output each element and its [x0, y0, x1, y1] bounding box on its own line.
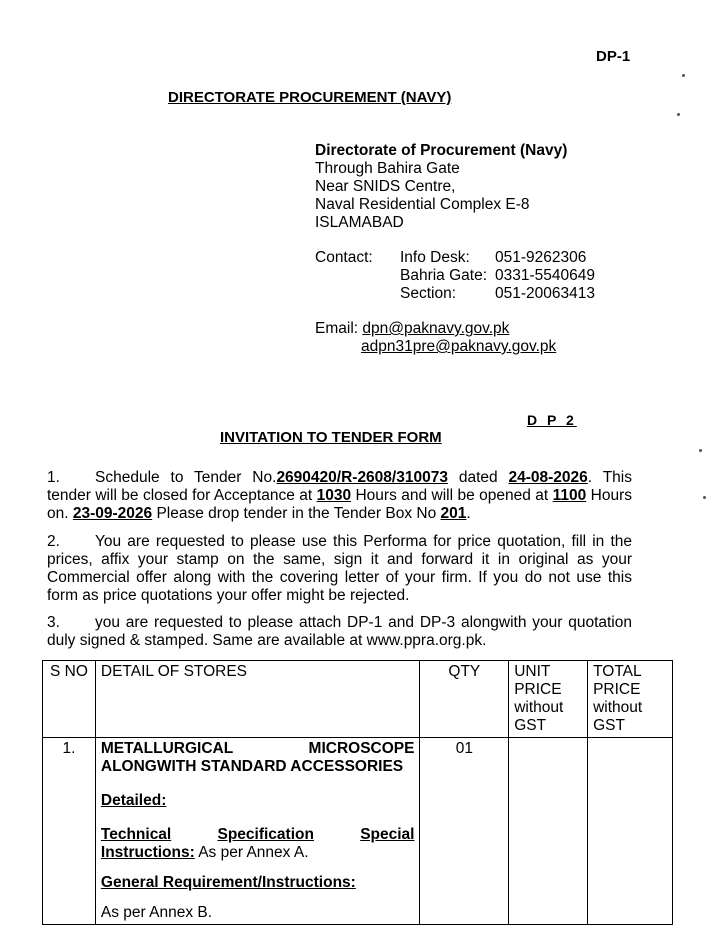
text: .	[466, 505, 471, 522]
cell-qty: 01	[420, 738, 509, 925]
instructions-value: As per Annex A.	[194, 844, 309, 861]
table-row	[43, 738, 673, 925]
address-block	[315, 142, 567, 232]
spec-word: Technical	[100, 826, 172, 843]
spec-line	[101, 826, 415, 844]
paragraph-number: 2.	[47, 533, 60, 550]
opening-time: 1100	[552, 487, 587, 504]
address-line: Naval Residential Complex E-8	[315, 196, 530, 213]
contact-row	[400, 249, 595, 267]
cell-total-price[interactable]	[588, 738, 673, 925]
email-link-primary[interactable]: dpn@paknavy.gov.pk	[362, 320, 510, 337]
tender-date: 24-08-2026	[508, 469, 588, 486]
document-code: DP-1	[596, 48, 631, 65]
instructions-label: Instructions:	[100, 844, 195, 861]
contact-list	[400, 249, 595, 303]
detailed-label: Detailed:	[100, 792, 167, 809]
header-text: TOTAL	[593, 663, 642, 680]
tender-box-number: 201	[440, 505, 467, 522]
item-name: METALLURGICAL	[100, 740, 234, 757]
stores-table	[42, 660, 673, 925]
header-text: GST	[593, 717, 625, 734]
header-text: PRICE	[593, 681, 641, 698]
cell-unit-price[interactable]	[509, 738, 588, 925]
header-qty: QTY	[420, 661, 509, 738]
text: Please drop tender in the Tender Box No	[152, 505, 441, 522]
header-text: without	[514, 699, 564, 716]
contact-row-value: 051-9262306	[495, 249, 587, 266]
cell-sno: 1.	[43, 738, 96, 925]
address-name: Directorate of Procurement (Navy)	[315, 142, 568, 159]
header-text: PRICE	[514, 681, 562, 698]
header-text: UNIT	[514, 663, 551, 680]
header-text: GST	[514, 717, 547, 734]
header-sno: S NO	[43, 661, 96, 738]
form-title: INVITATION TO TENDER FORM	[220, 429, 442, 446]
contact-row-value: 051-20063413	[495, 285, 595, 302]
cell-detail	[95, 738, 420, 925]
organization-heading: DIRECTORATE PROCUREMENT (NAVY)	[168, 89, 452, 106]
paragraph-text: you are requested to please attach DP-1 and DP-3 alongwith your quotation duly signed & stamped. Same are available at www.ppra.org.pk.	[47, 614, 632, 649]
header-total-price	[588, 661, 673, 738]
email-link-secondary[interactable]: adpn31pre@paknavy.gov.pk	[361, 338, 557, 355]
opening-date: 23-09-2026	[72, 505, 153, 522]
paragraph-number: 3.	[47, 614, 60, 631]
text: . This tender will be closed for Acceptance at	[47, 469, 632, 504]
text: Schedule to Tender No.	[95, 469, 277, 486]
tender-number: 2690420/R-2608/310073	[276, 469, 448, 486]
general-requirement-label: General Requirement/Instructions:	[100, 874, 356, 891]
paragraph-2	[47, 533, 632, 605]
scan-speck	[703, 496, 706, 499]
paragraph-1	[47, 469, 632, 523]
table-header-row	[43, 661, 673, 738]
scan-speck	[699, 449, 702, 452]
contact-row-label: Section:	[400, 285, 457, 302]
scan-speck	[677, 113, 680, 116]
address-line: Near SNIDS Centre,	[315, 178, 456, 195]
spec-word: Special	[360, 826, 415, 843]
contact-label: Contact:	[315, 249, 373, 266]
general-requirement-value: As per Annex B.	[100, 904, 213, 921]
email-block	[315, 320, 556, 356]
paragraph-3	[47, 614, 632, 650]
email-label: Email:	[315, 320, 359, 337]
spec-word: Specification	[217, 826, 314, 843]
contact-row-value: 0331-5540649	[495, 267, 595, 284]
paragraph-number: 1.	[47, 469, 60, 486]
header-unit-price	[509, 661, 588, 738]
address-line: Through Bahira Gate	[315, 160, 460, 177]
text: Hours on.	[47, 487, 632, 522]
item-name: MICROSCOPE	[308, 740, 415, 757]
contact-row-label: Bahria Gate:	[400, 267, 488, 284]
contact-row	[400, 285, 595, 303]
dp2-code: D P 2	[527, 412, 577, 428]
header-text: without	[593, 699, 643, 716]
paragraph-text: You are requested to please use this Performa for price quotation, fill in the prices, affix your stamp on the same, sign it and forward it in original as your Commercial offer along with the covering letter of your firm. If you do not use this form as price quotations your offer might be rejected.	[47, 533, 632, 604]
address-line: ISLAMABAD	[315, 214, 404, 231]
header-detail: DETAIL OF STORES	[95, 661, 420, 738]
text: Hours and will be opened at	[351, 487, 553, 504]
text: dated	[447, 469, 509, 486]
scan-speck	[682, 74, 685, 77]
contact-row-label: Info Desk:	[400, 249, 470, 266]
contact-row	[400, 267, 595, 285]
item-name-line2: ALONGWITH STANDARD ACCESSORIES	[100, 758, 404, 775]
closing-time: 1030	[316, 487, 352, 504]
